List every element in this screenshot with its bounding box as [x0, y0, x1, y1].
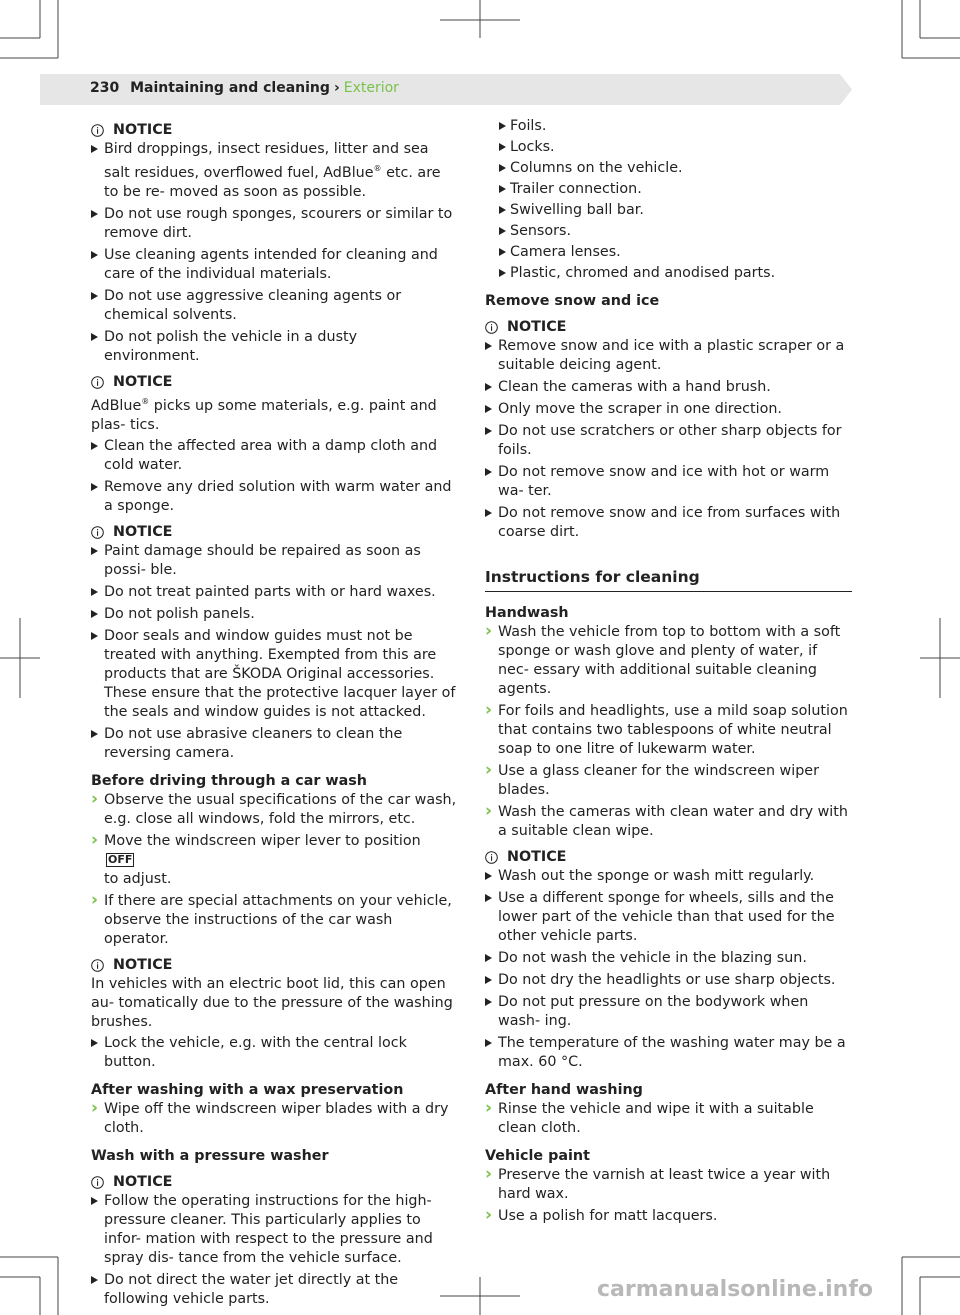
list-item: Columns on the vehicle. — [485, 159, 852, 178]
off-position-symbol: OFF — [108, 852, 133, 866]
right-column — [485, 117, 852, 1229]
list-item: Swivelling ball bar. — [485, 201, 852, 220]
section-title: Instructions for cleaning — [485, 568, 852, 592]
list-item: Follow the operating instructions for the high- pressure cleaner. This particularly applies to infor- mation with respect to the pressure and spray dis- tance from the vehicle surface. — [91, 1192, 457, 1268]
step-item: › Observe the usual specifications of the car wash, e.g. close all windows, fold the mirrors, etc. — [91, 791, 457, 829]
info-circle-icon — [91, 124, 104, 137]
list-item: Only move the scraper in one direction. — [485, 400, 852, 419]
info-circle-icon — [485, 851, 498, 864]
page-header — [40, 74, 852, 105]
step-item: › If there are special attachments on your vehicle, observe the instructions of the car wash operator. — [91, 892, 457, 949]
breadcrumb-separator: › — [333, 80, 340, 96]
list-item: Do not use aggressive cleaning agents or chemical solvents. — [91, 287, 457, 325]
info-circle-icon — [485, 321, 498, 334]
step-item: › For foils and headlights, use a mild soap solution that contains two tablespoons of white neutral soap to one litre of lukewarm water. — [485, 702, 852, 759]
notice-heading: NOTICE — [91, 956, 457, 975]
info-circle-icon — [91, 959, 104, 972]
breadcrumb — [90, 80, 399, 96]
list-item: Use a different sponge for wheels, sills and the lower part of the vehicle than that used for the other vehicle parts. — [485, 889, 852, 946]
watermark: carmanualsonline.info — [597, 1277, 873, 1302]
notice-text: AdBlue® picks up some materials, e.g. paint and plas- tics. — [91, 396, 437, 433]
subheading: Vehicle paint — [485, 1148, 590, 1164]
list-item: Do not remove snow and ice with hot or warm wa- ter. — [485, 463, 852, 501]
list-item: The temperature of the washing water may be a max. 60 °C. — [485, 1034, 852, 1072]
notice-heading: NOTICE — [91, 121, 457, 140]
list-item: Do not wash the vehicle in the blazing sun. — [485, 949, 852, 968]
page-number: 230 — [90, 80, 120, 96]
subheading: Before driving through a car wash — [91, 772, 367, 789]
breadcrumb-subsection[interactable]: Exterior — [343, 80, 399, 96]
list-item: Do not use rough sponges, scourers or similar to remove dirt. — [91, 205, 457, 243]
list-item: Locks. — [485, 138, 852, 157]
notice-text: In vehicles with an electric boot lid, this can open au- tomatically due to the pressure of the washing brushes. — [91, 975, 453, 1030]
step-item: › Wash the vehicle from top to bottom with a soft sponge or wash glove and plenty of water, if nec- essary with additional suitable cleaning agents. — [485, 623, 852, 699]
list-item: Lock the vehicle, e.g. with the central lock button. — [91, 1034, 457, 1072]
list-item: Do not remove snow and ice from surfaces with coarse dirt. — [485, 504, 852, 542]
subheading: After washing with a wax preservation — [91, 1081, 404, 1098]
subheading: Remove snow and ice — [485, 293, 660, 309]
step-item: › Use a polish for matt lacquers. — [485, 1207, 852, 1226]
list-item: Trailer connection. — [485, 180, 852, 199]
info-circle-icon — [91, 526, 104, 539]
list-item: Wash out the sponge or wash mitt regularly. — [485, 867, 852, 886]
notice-heading: NOTICE — [91, 1173, 457, 1192]
list-item: Do not polish panels. — [91, 605, 457, 624]
notice-heading: NOTICE — [91, 523, 457, 542]
step-item: › Wipe off the windscreen wiper blades with a dry cloth. — [91, 1100, 457, 1138]
step-item: › Rinse the vehicle and wipe it with a suitable clean cloth. — [485, 1100, 852, 1138]
list-item: Do not dry the headlights or use sharp objects. — [485, 971, 852, 990]
list-item: Camera lenses. — [485, 243, 852, 262]
list-item: Door seals and window guides must not be treated with anything. Exempted from this are products that are ŠKODA Original accessories. These ensure that the protective lacquer layer of the seals and window guides is not attacked. — [91, 627, 457, 722]
list-item: Do not put pressure on the bodywork when wash- ing. — [485, 993, 852, 1031]
list-item: Remove snow and ice with a plastic scraper or a suitable deicing agent. — [485, 337, 852, 375]
notice-heading: NOTICE — [91, 373, 457, 392]
step-item: › Preserve the varnish at least twice a year with hard wax. — [485, 1166, 852, 1204]
list-item: Remove any dried solution with warm water and a sponge. — [91, 478, 457, 516]
list-item: Plastic, chromed and anodised parts. — [485, 264, 852, 283]
list-item: Do not polish the vehicle in a dusty environment. — [91, 328, 457, 366]
info-circle-icon — [91, 376, 104, 389]
list-item: Do not use scratchers or other sharp objects for foils. — [485, 422, 852, 460]
subheading: After hand washing — [485, 1082, 643, 1098]
breadcrumb-section[interactable]: Maintaining and cleaning — [130, 80, 330, 96]
list-item: Bird droppings, insect residues, litter and sea salt residues, overflowed fuel, AdBlue® etc. are to be re- moved as soon as possible. — [91, 140, 457, 202]
list-item: Sensors. — [485, 222, 852, 241]
step-item: › Use a glass cleaner for the windscreen wiper blades. — [485, 762, 852, 800]
list-item: Use cleaning agents intended for cleaning and care of the individual materials. — [91, 246, 457, 284]
list-item: Do not direct the water jet directly at the following vehicle parts. — [91, 1271, 457, 1309]
list-item: Clean the affected area with a damp cloth and cold water. — [91, 437, 457, 475]
list-item: Clean the cameras with a hand brush. — [485, 378, 852, 397]
list-item: Foils. — [485, 117, 852, 136]
vehicle-parts-list — [485, 117, 852, 283]
list-item: Paint damage should be repaired as soon as possi- ble. — [91, 542, 457, 580]
step-item: › Move the windscreen wiper lever to position OFF to adjust. — [91, 832, 457, 889]
list-item: Do not treat painted parts with or hard waxes. — [91, 583, 457, 602]
info-circle-icon — [91, 1176, 104, 1189]
subheading: Wash with a pressure washer — [91, 1147, 329, 1164]
list-item: Do not use abrasive cleaners to clean the reversing camera. — [91, 725, 457, 763]
step-item: › Wash the cameras with clean water and dry with a suitable clean wipe. — [485, 803, 852, 841]
notice-heading: NOTICE — [485, 318, 852, 337]
subheading: Handwash — [485, 605, 569, 621]
notice-heading: NOTICE — [485, 848, 852, 867]
left-column — [91, 118, 457, 1312]
